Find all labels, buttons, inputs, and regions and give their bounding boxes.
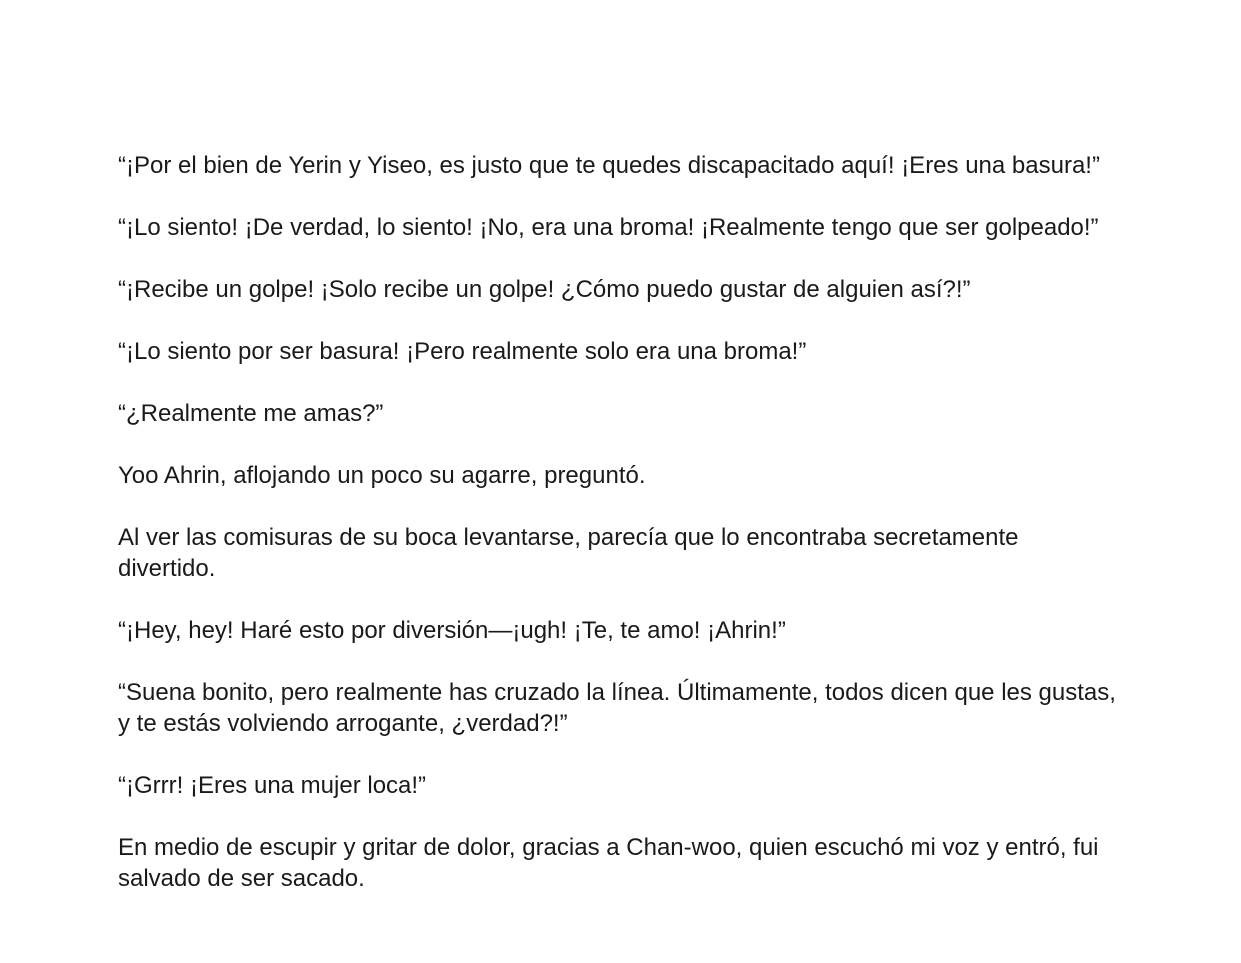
paragraph-10: “¡Grrr! ¡Eres una mujer loca!” — [118, 772, 427, 799]
paragraph-1: “¡Por el bien de Yerin y Yiseo, es justo que te quedes discapacitado aquí! ¡Eres una basura!” — [118, 152, 1100, 179]
paragraph-7: Al ver las comisuras de su boca levantarse, parecía que lo encontraba secretamente divertido. — [118, 524, 1019, 582]
paragraph-6: Yoo Ahrin, aflojando un poco su agarre, preguntó. — [118, 462, 646, 489]
paragraph-8: “¡Hey, hey! Haré esto por diversión—¡ugh! ¡Te, te amo! ¡Ahrin!” — [118, 617, 786, 644]
paragraph-3: “¡Recibe un golpe! ¡Solo recibe un golpe! ¿Cómo puedo gustar de alguien así?!” — [118, 276, 971, 303]
paragraph-5: “¿Realmente me amas?” — [118, 400, 384, 427]
paragraph-9: “Suena bonito, pero realmente has cruzado la línea. Últimamente, todos dicen que les gustas, y te estás volviendo arrogante, ¿verdad?!” — [118, 679, 1116, 737]
paragraph-2: “¡Lo siento! ¡De verdad, lo siento! ¡No, era una broma! ¡Realmente tengo que ser golpeado!” — [118, 214, 1099, 241]
document-body — [118, 150, 1118, 925]
paragraph-4: “¡Lo siento por ser basura! ¡Pero realmente solo era una broma!” — [118, 338, 807, 365]
paragraph-11: En medio de escupir y gritar de dolor, gracias a Chan-woo, quien escuchó mi voz y entró, fui salvado de ser sacado. — [118, 834, 1099, 892]
